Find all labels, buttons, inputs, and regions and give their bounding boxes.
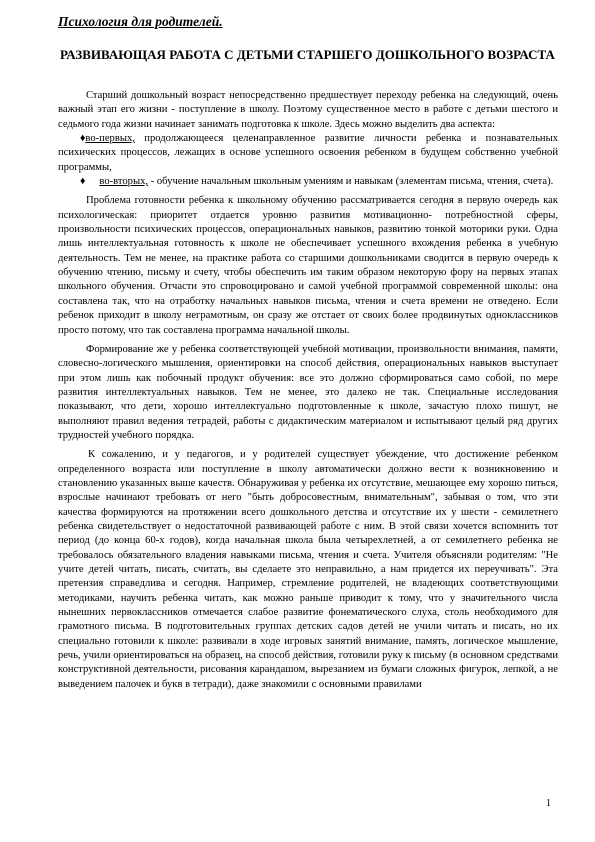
- section-header: Психология для родителей.: [58, 14, 223, 29]
- page-number: 1: [546, 798, 551, 809]
- bullet-item-first: [58, 132, 558, 175]
- paragraph-intro: Старший дошкольный возраст непосредственно предшествует переходу ребенка на следующий, очень важный этап его жизни - поступление в школу. Поэтому существенное место в работе с детьми шестого и седьмого года жизни начинает занимать подготовка к школе. Здесь можно выделить два аспекта:: [58, 90, 558, 130]
- bullet-lead-first: во-первых,: [85, 133, 135, 145]
- diamond-bullet-icon: ♦: [80, 176, 86, 188]
- paragraph-misconception: К сожалению, и у педагогов, и у родителей существует убеждение, что достижение ребенком определенного возраста или поступление в школу автоматически должно вести к возникновению и становлению указанных выше качеств. Обнаруживая у ребенка их отсутствие, мешающее ему хорошо питься, взрослые начинают требовать от него "быть добросовестным, внимательным", забывая о том, что эти качества формируются на протяжении всего дошкольного детства и отсутствие их у шести - семилетнего ребенка свидетельствует о недостаточной развивающей работе с ним. В этой связи хочется вспомнить тот период (до конца 60-х годов), когда начальная школа была четырехлетней, а от семилетнего ребенка не требовалось обязательного владения навыками письма, чтения и счета. Учителя объясняли родителям: "Не учите детей читать, писать, считать, вы сделаете это неправильно, а нам придется их переучивать". Эта претензия справедлива и сегодня. Например, стремление родителей, не владеющих соответствующими методиками, научить ребенка читать, как можно раньше приводит к тому, что у значительного числа нынешних первоклассников отмечается слабое развитие фонематического слуха, столь необходимого для грамотного письма. В подготовительных группах детских садов детей не учили читать и писать, но их специально готовили к школе: развивали в ходе игровых занятий внимание, память, логическое мышление, речь, учили ориентироваться на образец, на способ действия, готовили руку к письму (в основном средствами конструктивной деятельности, рисования карандашом, вырезанием из бумаги сложных фигурок, лепкой, а не выведением палочек и букв в тетради), даже знакомили с основными правилами: [58, 449, 558, 690]
- article-body: [58, 89, 558, 692]
- paragraph-readiness: Проблема готовности ребенка к школьному обучению рассматривается сегодня в первую очередь как психологическая: приоритет отдается уровню развития мотивационно- потребностной сферы, произвольности психических процессов, операциональных навыков, развитию тонкой моторики руки. Одна лишь интеллектуальная готовность к школе не обеспечивает успешного вхождения ребенка в учебную деятельность. Тем не менее, на практике работа со старшими дошкольниками сводится в первую очередь к обучению чтению, письму и счету, чтобы обеспечить им таким образом некоторую фору на первых этапах школьного обучения. Отчасти это спровоцировано и самой учебной программой современной школы: она составлена так, что на отработку начальных навыков письма, чтения и счета времени не отведено. Если ребенок приходит в школу неграмотным, он сразу же отстает от своих более продвинутых одноклассников просто потому, что так составлена программа начальной школы.: [58, 195, 558, 336]
- paragraph-motivation: Формирование же у ребенка соответствующей учебной мотивации, произвольности внимания, памяти, словесно-логического мышления, ориентировки на способ действия, операциональных навыков выступает при этом лишь как побочный продукт обучения: все это должно сформироваться само собой, по мере развития интеллектуальных навыков. Тем не менее, это далеко не так. Специальные исследования показывают, что дети, хорошо интеллектуально подготовленные к школе, зачастую плохо пишут, не выполняют правил ведения тетрадей, работы с дидактическим материалом и испытывают целый ряд других трудностей учебного порядка.: [58, 343, 558, 441]
- bullet-lead-second: во-вторых,: [99, 176, 149, 188]
- bullet-text-second: - обучение начальным школьным умениям и навыкам (элементам письма, чтения, счета).: [148, 176, 554, 188]
- bullet-item-second: [58, 175, 558, 189]
- bullet-text-first: продолжающееся целенаправленное развитие личности ребенка и познавательных психических процессов, лежащих в основе успешного освоения ребенком в будущем собственно учебной программы,: [58, 133, 558, 173]
- diamond-bullet-icon: ♦: [80, 133, 86, 145]
- article-title: РАЗВИВАЮЩАЯ РАБОТА С ДЕТЬМИ СТАРШЕГО ДОШКОЛЬНОГО ВОЗРАСТА: [60, 47, 555, 62]
